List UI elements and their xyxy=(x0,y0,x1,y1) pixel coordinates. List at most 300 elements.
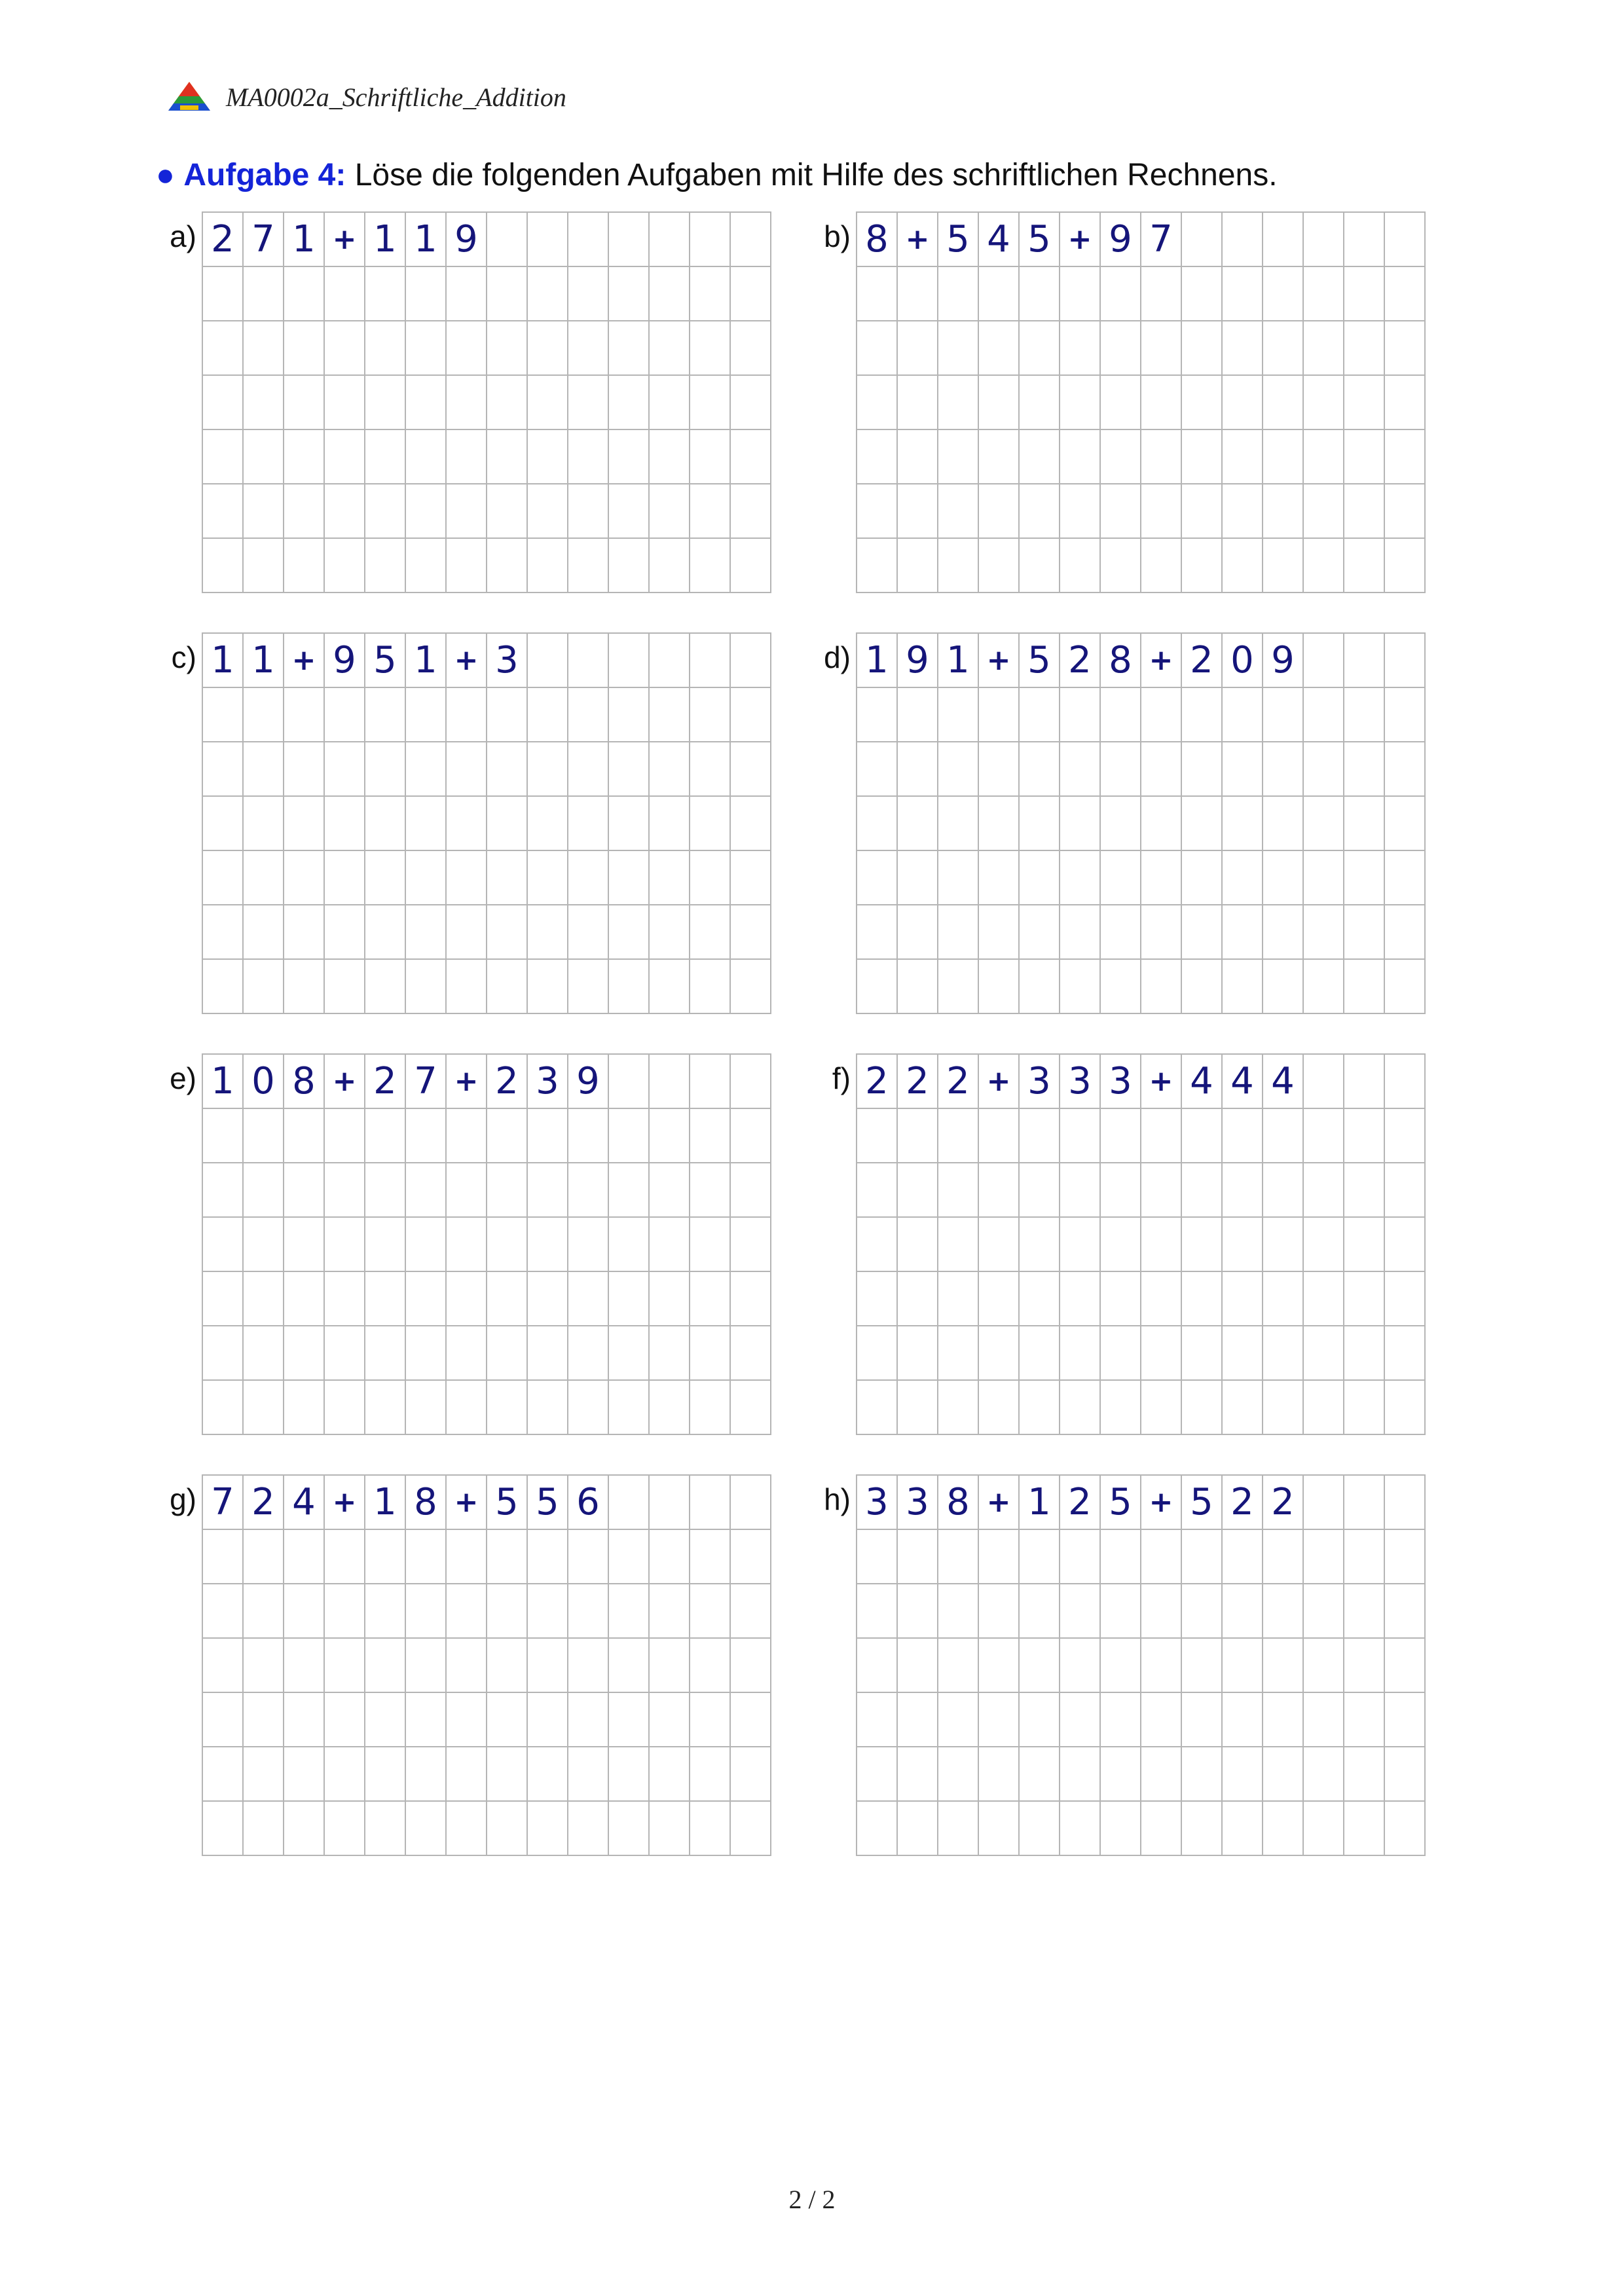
grid-cell[interactable] xyxy=(365,905,406,960)
grid-cell[interactable] xyxy=(1344,267,1385,321)
grid-cell[interactable] xyxy=(898,1584,938,1639)
grid-cell[interactable] xyxy=(1141,1693,1182,1747)
grid-cell[interactable] xyxy=(1223,376,1263,430)
grid-cell[interactable] xyxy=(731,1584,771,1639)
answer-grid[interactable] xyxy=(856,1053,1426,1435)
grid-cell[interactable] xyxy=(1263,376,1304,430)
grid-cell[interactable] xyxy=(857,376,898,430)
grid-cell[interactable] xyxy=(1263,430,1304,484)
grid-cell[interactable] xyxy=(1020,960,1060,1014)
grid-cell[interactable] xyxy=(487,797,528,851)
grid-cell[interactable] xyxy=(406,484,447,539)
grid-cell[interactable] xyxy=(650,742,690,797)
grid-cell[interactable] xyxy=(325,1639,365,1693)
grid-cell[interactable] xyxy=(568,430,609,484)
grid-cell[interactable] xyxy=(365,321,406,376)
grid-cell[interactable] xyxy=(1304,1530,1344,1584)
grid-cell[interactable] xyxy=(1223,539,1263,593)
grid-cell[interactable] xyxy=(898,321,938,376)
grid-cell[interactable] xyxy=(406,688,447,742)
grid-cell[interactable] xyxy=(731,905,771,960)
grid-cell[interactable] xyxy=(1141,376,1182,430)
grid-cell[interactable] xyxy=(244,1584,284,1639)
grid-cell[interactable] xyxy=(1385,1693,1426,1747)
grid-cell[interactable] xyxy=(203,851,244,905)
grid-cell[interactable] xyxy=(1060,1747,1101,1802)
grid-cell[interactable] xyxy=(365,1693,406,1747)
grid-cell[interactable] xyxy=(1060,960,1101,1014)
grid-cell[interactable] xyxy=(284,742,325,797)
grid-cell[interactable] xyxy=(1101,1326,1141,1381)
grid-cell[interactable] xyxy=(284,321,325,376)
grid-cell[interactable] xyxy=(731,484,771,539)
grid-cell[interactable] xyxy=(1101,1272,1141,1326)
grid-cell[interactable] xyxy=(1020,267,1060,321)
grid-cell[interactable] xyxy=(487,267,528,321)
grid-cell[interactable] xyxy=(979,1747,1020,1802)
grid-cell[interactable] xyxy=(203,1163,244,1218)
grid-cell[interactable] xyxy=(284,1109,325,1163)
grid-cell[interactable] xyxy=(731,1802,771,1856)
grid-cell[interactable] xyxy=(447,430,487,484)
grid-cell[interactable] xyxy=(528,376,568,430)
grid-cell[interactable] xyxy=(690,1747,731,1802)
grid-cell[interactable] xyxy=(568,742,609,797)
grid-cell[interactable] xyxy=(1020,430,1060,484)
grid-cell[interactable] xyxy=(528,539,568,593)
grid-cell[interactable] xyxy=(857,742,898,797)
grid-cell[interactable] xyxy=(1141,1218,1182,1272)
grid-cell[interactable] xyxy=(1263,1639,1304,1693)
grid-cell[interactable] xyxy=(1385,1747,1426,1802)
grid-cell[interactable] xyxy=(1304,960,1344,1014)
grid-cell[interactable] xyxy=(528,1272,568,1326)
grid-cell[interactable] xyxy=(203,1272,244,1326)
grid-cell[interactable] xyxy=(1020,1163,1060,1218)
answer-grid[interactable] xyxy=(202,632,771,1014)
grid-cell[interactable] xyxy=(325,430,365,484)
grid-cell[interactable] xyxy=(731,430,771,484)
grid-cell[interactable] xyxy=(609,742,650,797)
grid-cell[interactable] xyxy=(898,1109,938,1163)
grid-cell[interactable] xyxy=(650,851,690,905)
grid-cell[interactable] xyxy=(1141,1326,1182,1381)
grid-cell[interactable] xyxy=(528,430,568,484)
answer-grid[interactable] xyxy=(202,211,771,593)
grid-cell[interactable] xyxy=(1344,1584,1385,1639)
grid-cell[interactable] xyxy=(406,321,447,376)
grid-cell[interactable] xyxy=(284,1530,325,1584)
grid-cell[interactable] xyxy=(244,1326,284,1381)
grid-cell[interactable] xyxy=(365,1381,406,1435)
grid-cell[interactable] xyxy=(203,905,244,960)
grid-cell[interactable] xyxy=(979,1584,1020,1639)
grid-cell[interactable] xyxy=(609,430,650,484)
grid-cell[interactable] xyxy=(568,376,609,430)
grid-cell[interactable] xyxy=(325,1530,365,1584)
grid-cell[interactable] xyxy=(447,1272,487,1326)
grid-cell[interactable] xyxy=(1060,1272,1101,1326)
grid-cell[interactable] xyxy=(898,797,938,851)
grid-cell[interactable] xyxy=(1020,742,1060,797)
grid-cell[interactable] xyxy=(1385,1381,1426,1435)
grid-cell[interactable] xyxy=(898,688,938,742)
grid-cell[interactable] xyxy=(568,267,609,321)
grid-cell[interactable] xyxy=(1101,905,1141,960)
grid-cell[interactable] xyxy=(1223,1747,1263,1802)
grid-cell[interactable] xyxy=(1385,430,1426,484)
grid-cell[interactable] xyxy=(244,539,284,593)
grid-cell[interactable] xyxy=(690,1381,731,1435)
grid-cell[interactable] xyxy=(650,321,690,376)
grid-cell[interactable] xyxy=(650,1326,690,1381)
grid-cell[interactable] xyxy=(447,321,487,376)
grid-cell[interactable] xyxy=(938,1530,979,1584)
grid-cell[interactable] xyxy=(203,1326,244,1381)
grid-cell[interactable] xyxy=(731,1218,771,1272)
grid-cell[interactable] xyxy=(1223,742,1263,797)
grid-cell[interactable] xyxy=(650,1530,690,1584)
grid-cell[interactable] xyxy=(609,1747,650,1802)
grid-cell[interactable] xyxy=(447,1326,487,1381)
grid-cell[interactable] xyxy=(1182,267,1223,321)
grid-cell[interactable] xyxy=(650,376,690,430)
grid-cell[interactable] xyxy=(690,1109,731,1163)
grid-cell[interactable] xyxy=(284,430,325,484)
grid-cell[interactable] xyxy=(938,1584,979,1639)
grid-cell[interactable] xyxy=(731,1326,771,1381)
grid-cell[interactable] xyxy=(203,1109,244,1163)
grid-cell[interactable] xyxy=(365,688,406,742)
grid-cell[interactable] xyxy=(609,797,650,851)
grid-cell[interactable] xyxy=(1344,1747,1385,1802)
grid-cell[interactable] xyxy=(609,267,650,321)
grid-cell[interactable] xyxy=(1263,742,1304,797)
grid-cell[interactable] xyxy=(1182,376,1223,430)
grid-cell[interactable] xyxy=(203,797,244,851)
grid-cell[interactable] xyxy=(365,484,406,539)
grid-cell[interactable] xyxy=(1141,1109,1182,1163)
grid-cell[interactable] xyxy=(731,797,771,851)
grid-cell[interactable] xyxy=(528,1530,568,1584)
grid-cell[interactable] xyxy=(528,742,568,797)
grid-cell[interactable] xyxy=(609,905,650,960)
grid-cell[interactable] xyxy=(1263,1693,1304,1747)
grid-cell[interactable] xyxy=(1060,1639,1101,1693)
grid-cell[interactable] xyxy=(650,688,690,742)
grid-cell[interactable] xyxy=(731,1381,771,1435)
grid-cell[interactable] xyxy=(609,1639,650,1693)
grid-cell[interactable] xyxy=(857,1530,898,1584)
grid-cell[interactable] xyxy=(284,1381,325,1435)
grid-cell[interactable] xyxy=(325,1272,365,1326)
grid-cell[interactable] xyxy=(406,1381,447,1435)
grid-cell[interactable] xyxy=(731,688,771,742)
grid-cell[interactable] xyxy=(1141,1163,1182,1218)
grid-cell[interactable] xyxy=(1182,484,1223,539)
grid-cell[interactable] xyxy=(406,267,447,321)
grid-cell[interactable] xyxy=(365,1802,406,1856)
grid-cell[interactable] xyxy=(938,851,979,905)
grid-cell[interactable] xyxy=(365,960,406,1014)
grid-cell[interactable] xyxy=(487,539,528,593)
grid-cell[interactable] xyxy=(1101,539,1141,593)
grid-cell[interactable] xyxy=(731,1693,771,1747)
grid-cell[interactable] xyxy=(938,1163,979,1218)
grid-cell[interactable] xyxy=(203,1802,244,1856)
grid-cell[interactable] xyxy=(1304,851,1344,905)
grid-cell[interactable] xyxy=(1223,1163,1263,1218)
grid-cell[interactable] xyxy=(325,1584,365,1639)
grid-cell[interactable] xyxy=(938,960,979,1014)
grid-cell[interactable] xyxy=(1020,1802,1060,1856)
grid-cell[interactable] xyxy=(857,321,898,376)
grid-cell[interactable] xyxy=(244,1530,284,1584)
grid-cell[interactable] xyxy=(1020,1272,1060,1326)
grid-cell[interactable] xyxy=(731,1747,771,1802)
grid-cell[interactable] xyxy=(1182,797,1223,851)
grid-cell[interactable] xyxy=(898,1272,938,1326)
grid-cell[interactable] xyxy=(979,539,1020,593)
grid-cell[interactable] xyxy=(406,960,447,1014)
grid-cell[interactable] xyxy=(568,1381,609,1435)
grid-cell[interactable] xyxy=(1304,797,1344,851)
grid-cell[interactable] xyxy=(203,1530,244,1584)
grid-cell[interactable] xyxy=(528,1639,568,1693)
grid-cell[interactable] xyxy=(1182,1584,1223,1639)
grid-cell[interactable] xyxy=(203,1218,244,1272)
grid-cell[interactable] xyxy=(938,1747,979,1802)
grid-cell[interactable] xyxy=(568,1218,609,1272)
grid-cell[interactable] xyxy=(203,1747,244,1802)
grid-cell[interactable] xyxy=(406,1802,447,1856)
grid-cell[interactable] xyxy=(857,1802,898,1856)
grid-cell[interactable] xyxy=(284,1639,325,1693)
grid-cell[interactable] xyxy=(1223,797,1263,851)
grid-cell[interactable] xyxy=(1060,376,1101,430)
grid-cell[interactable] xyxy=(609,539,650,593)
grid-cell[interactable] xyxy=(1141,1272,1182,1326)
grid-cell[interactable] xyxy=(1101,1163,1141,1218)
grid-cell[interactable] xyxy=(690,1272,731,1326)
grid-cell[interactable] xyxy=(1385,1326,1426,1381)
grid-cell[interactable] xyxy=(325,1326,365,1381)
grid-cell[interactable] xyxy=(979,688,1020,742)
grid-cell[interactable] xyxy=(979,960,1020,1014)
grid-cell[interactable] xyxy=(690,1639,731,1693)
grid-cell[interactable] xyxy=(1182,851,1223,905)
grid-cell[interactable] xyxy=(1020,688,1060,742)
grid-cell[interactable] xyxy=(1263,267,1304,321)
grid-cell[interactable] xyxy=(609,1530,650,1584)
grid-cell[interactable] xyxy=(690,905,731,960)
grid-cell[interactable] xyxy=(487,1584,528,1639)
grid-cell[interactable] xyxy=(1263,1802,1304,1856)
grid-cell[interactable] xyxy=(1141,430,1182,484)
grid-cell[interactable] xyxy=(325,1693,365,1747)
grid-cell[interactable] xyxy=(447,1381,487,1435)
grid-cell[interactable] xyxy=(528,1109,568,1163)
grid-cell[interactable] xyxy=(244,742,284,797)
grid-cell[interactable] xyxy=(528,688,568,742)
grid-cell[interactable] xyxy=(487,742,528,797)
grid-cell[interactable] xyxy=(857,1109,898,1163)
grid-cell[interactable] xyxy=(731,1109,771,1163)
grid-cell[interactable] xyxy=(1263,1272,1304,1326)
grid-cell[interactable] xyxy=(857,1584,898,1639)
grid-cell[interactable] xyxy=(1020,905,1060,960)
grid-cell[interactable] xyxy=(938,376,979,430)
grid-cell[interactable] xyxy=(731,1272,771,1326)
grid-cell[interactable] xyxy=(1020,1747,1060,1802)
grid-cell[interactable] xyxy=(1385,376,1426,430)
grid-cell[interactable] xyxy=(244,430,284,484)
grid-cell[interactable] xyxy=(898,742,938,797)
grid-cell[interactable] xyxy=(1223,1639,1263,1693)
grid-cell[interactable] xyxy=(284,851,325,905)
grid-cell[interactable] xyxy=(365,1530,406,1584)
grid-cell[interactable] xyxy=(1304,1163,1344,1218)
grid-cell[interactable] xyxy=(284,1584,325,1639)
grid-cell[interactable] xyxy=(1344,960,1385,1014)
grid-cell[interactable] xyxy=(690,430,731,484)
grid-cell[interactable] xyxy=(1223,1584,1263,1639)
grid-cell[interactable] xyxy=(650,797,690,851)
grid-cell[interactable] xyxy=(1344,376,1385,430)
grid-cell[interactable] xyxy=(487,1272,528,1326)
grid-cell[interactable] xyxy=(979,905,1020,960)
grid-cell[interactable] xyxy=(1101,1109,1141,1163)
grid-cell[interactable] xyxy=(898,376,938,430)
grid-cell[interactable] xyxy=(487,1326,528,1381)
grid-cell[interactable] xyxy=(1223,851,1263,905)
grid-cell[interactable] xyxy=(609,1326,650,1381)
grid-cell[interactable] xyxy=(898,1747,938,1802)
grid-cell[interactable] xyxy=(568,1272,609,1326)
grid-cell[interactable] xyxy=(1304,742,1344,797)
grid-cell[interactable] xyxy=(731,1639,771,1693)
grid-cell[interactable] xyxy=(284,1693,325,1747)
grid-cell[interactable] xyxy=(447,851,487,905)
grid-cell[interactable] xyxy=(938,539,979,593)
grid-cell[interactable] xyxy=(1060,1163,1101,1218)
grid-cell[interactable] xyxy=(1304,1693,1344,1747)
grid-cell[interactable] xyxy=(650,1747,690,1802)
grid-cell[interactable] xyxy=(406,1530,447,1584)
grid-cell[interactable] xyxy=(1385,905,1426,960)
grid-cell[interactable] xyxy=(1141,539,1182,593)
grid-cell[interactable] xyxy=(1304,1272,1344,1326)
grid-cell[interactable] xyxy=(1182,1639,1223,1693)
grid-cell[interactable] xyxy=(1263,484,1304,539)
grid-cell[interactable] xyxy=(1182,539,1223,593)
grid-cell[interactable] xyxy=(609,1163,650,1218)
grid-cell[interactable] xyxy=(447,376,487,430)
grid-cell[interactable] xyxy=(1263,321,1304,376)
grid-cell[interactable] xyxy=(1223,1109,1263,1163)
grid-cell[interactable] xyxy=(650,1584,690,1639)
grid-cell[interactable] xyxy=(284,1747,325,1802)
grid-cell[interactable] xyxy=(487,1747,528,1802)
grid-cell[interactable] xyxy=(284,1163,325,1218)
grid-cell[interactable] xyxy=(487,960,528,1014)
grid-cell[interactable] xyxy=(690,321,731,376)
grid-cell[interactable] xyxy=(325,1802,365,1856)
grid-cell[interactable] xyxy=(406,1639,447,1693)
grid-cell[interactable] xyxy=(650,430,690,484)
grid-cell[interactable] xyxy=(568,1530,609,1584)
grid-cell[interactable] xyxy=(690,1802,731,1856)
grid-cell[interactable] xyxy=(1101,1530,1141,1584)
grid-cell[interactable] xyxy=(650,1802,690,1856)
grid-cell[interactable] xyxy=(1344,1693,1385,1747)
grid-cell[interactable] xyxy=(406,1163,447,1218)
grid-cell[interactable] xyxy=(1101,1693,1141,1747)
grid-cell[interactable] xyxy=(487,1381,528,1435)
grid-cell[interactable] xyxy=(690,539,731,593)
grid-cell[interactable] xyxy=(938,742,979,797)
grid-cell[interactable] xyxy=(1141,1381,1182,1435)
grid-cell[interactable] xyxy=(1344,321,1385,376)
grid-cell[interactable] xyxy=(609,376,650,430)
grid-cell[interactable] xyxy=(568,1584,609,1639)
grid-cell[interactable] xyxy=(1020,1109,1060,1163)
grid-cell[interactable] xyxy=(650,1693,690,1747)
grid-cell[interactable] xyxy=(650,1163,690,1218)
grid-cell[interactable] xyxy=(731,321,771,376)
grid-cell[interactable] xyxy=(1141,321,1182,376)
grid-cell[interactable] xyxy=(1263,851,1304,905)
grid-cell[interactable] xyxy=(447,1747,487,1802)
grid-cell[interactable] xyxy=(690,1326,731,1381)
grid-cell[interactable] xyxy=(365,1326,406,1381)
grid-cell[interactable] xyxy=(568,797,609,851)
grid-cell[interactable] xyxy=(244,321,284,376)
grid-cell[interactable] xyxy=(979,1530,1020,1584)
grid-cell[interactable] xyxy=(568,1326,609,1381)
grid-cell[interactable] xyxy=(690,1693,731,1747)
grid-cell[interactable] xyxy=(1344,1218,1385,1272)
grid-cell[interactable] xyxy=(406,1326,447,1381)
grid-cell[interactable] xyxy=(650,1639,690,1693)
grid-cell[interactable] xyxy=(1101,1802,1141,1856)
grid-cell[interactable] xyxy=(284,267,325,321)
grid-cell[interactable] xyxy=(650,1109,690,1163)
grid-cell[interactable] xyxy=(244,688,284,742)
grid-cell[interactable] xyxy=(1182,1272,1223,1326)
grid-cell[interactable] xyxy=(325,905,365,960)
grid-cell[interactable] xyxy=(1304,1381,1344,1435)
grid-cell[interactable] xyxy=(898,960,938,1014)
grid-cell[interactable] xyxy=(1182,1109,1223,1163)
grid-cell[interactable] xyxy=(568,1163,609,1218)
grid-cell[interactable] xyxy=(203,1584,244,1639)
grid-cell[interactable] xyxy=(1101,851,1141,905)
grid-cell[interactable] xyxy=(857,960,898,1014)
grid-cell[interactable] xyxy=(1060,1326,1101,1381)
grid-cell[interactable] xyxy=(1385,851,1426,905)
grid-cell[interactable] xyxy=(1263,905,1304,960)
grid-cell[interactable] xyxy=(1344,539,1385,593)
grid-cell[interactable] xyxy=(528,1218,568,1272)
grid-cell[interactable] xyxy=(1182,742,1223,797)
grid-cell[interactable] xyxy=(365,1163,406,1218)
grid-cell[interactable] xyxy=(1344,1802,1385,1856)
grid-cell[interactable] xyxy=(365,539,406,593)
grid-cell[interactable] xyxy=(1304,1326,1344,1381)
grid-cell[interactable] xyxy=(568,484,609,539)
grid-cell[interactable] xyxy=(1304,484,1344,539)
